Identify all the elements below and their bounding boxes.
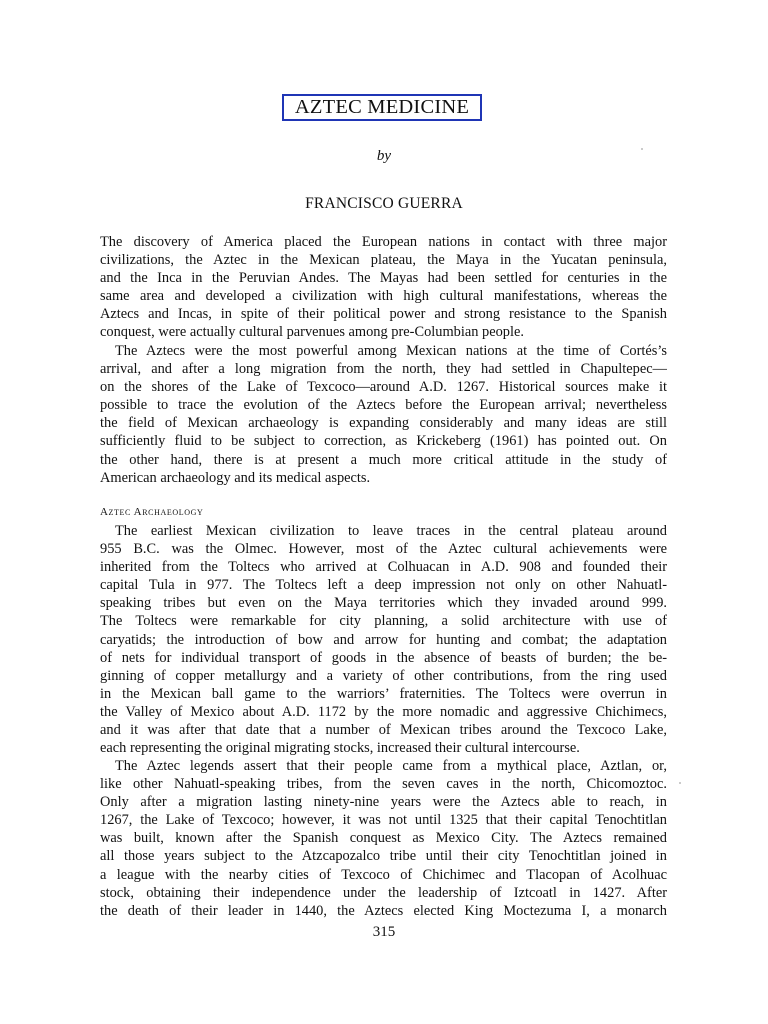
text-line: 955 B.C. was the Olmec. However, most of the Aztec cultural achievements were [100, 541, 667, 558]
scan-speck [641, 148, 643, 150]
text-line: the death of their leader in 1440, the Aztecs elected King Moctezuma I, a monarch [100, 902, 667, 919]
text-line: was built, known after the Spanish conquest as Mexico City. The Aztecs remained [100, 830, 667, 847]
text-line: stock, obtaining their independence under the leadership of Iztcoatl in 1427. After [100, 884, 667, 901]
text-line: The earliest Mexican civilization to leave traces in the central plateau around [115, 523, 667, 539]
scan-speck [679, 782, 681, 784]
text-line: The Aztec legends assert that their people came from a mythical place, Aztlan, or, [115, 758, 667, 774]
paragraph-3 [100, 522, 667, 757]
text-line: The Toltecs were remarkable for city planning, a solid architecture with use of [100, 613, 667, 630]
text-line: capital Tula in 977. The Toltecs left a deep impression not only on other Nahuatl- [100, 577, 667, 594]
text-line: civilizations, the Aztec in the Mexican plateau, the Maya in the Yucatan peninsula, [100, 252, 667, 269]
text-line: The discovery of America placed the European nations in contact with three major [100, 234, 667, 250]
text-line: sufficiently fluid to be subject to correction, as Krickeberg (1961) has pointed out. On [100, 433, 667, 450]
text-line: 1267, the Lake of Texcoco; however, it was not until 1325 that their capital Tenochtitlan [100, 812, 667, 829]
author-name: FRANCISCO GUERRA [305, 195, 463, 212]
text-line: the Valley of Mexico about A.D. 1172 by the more nomadic and aggressive Chichimecs, [100, 703, 667, 720]
paragraph-2 [100, 342, 667, 487]
byline: by [376, 148, 392, 164]
text-line: and it was after that date that a number of Mexican tribes around the Texcoco Lake, [100, 722, 667, 739]
article-title[interactable] [282, 94, 482, 121]
page-number: 315 [372, 924, 396, 940]
text-line: same area and developed a civilization with high cultural manifestations, whereas the [100, 288, 667, 305]
text-line: Aztecs and Incas, in spite of their political power and strong resistance to the Spanish [100, 306, 667, 323]
text-line: the field of Mexican archaeology is expanding considerably and many ideas are still [100, 415, 667, 432]
text-line: American archaeology and its medical aspects. [100, 469, 371, 486]
article-title-text: AZTEC MEDICINE [294, 96, 470, 118]
text-line: inherited from the Toltecs who arrived at Colhuacan in A.D. 908 and founded their [100, 559, 667, 576]
paragraph-1 [100, 233, 667, 342]
text-line: and the Inca in the Peruvian Andes. The Mayas had been settled for centuries in the [100, 270, 667, 287]
text-line: the other hand, there is at present a much more critical attitude in the study of [100, 451, 667, 468]
text-line: caryatids; the introduction of bow and arrow for hunting and combat; the adaptation [100, 631, 667, 648]
text-line: speaking tribes but even on the Maya territories which they invaded around 999. [100, 595, 667, 612]
text-line: a league with the nearby cities of Texcoco of Chichimec and Tlacopan of Acolhuac [100, 866, 667, 883]
text-line: of nets for individual transport of goods in the absence of beasts of burden; the be- [100, 649, 667, 666]
paragraph-4 [100, 757, 667, 920]
text-line: like other Nahuatl-speaking tribes, from the seven caves in the north, Chicomoztoc. [100, 776, 667, 793]
text-line: each representing the original migrating stocks, increased their cultural intercourse. [100, 740, 580, 757]
text-line: possible to trace the evolution of the Aztecs before the European arrival; nevertheless [100, 397, 667, 414]
text-line: all those years subject to the Atzcapozalco tribe until their city Tenochtitlan joined in [100, 848, 667, 865]
text-line: ginning of copper metallurgy and a variety of other contributions, from the ring used [100, 667, 667, 684]
text-line: arrival, and after a long migration from the north, they had settled in Chapultepec— [100, 361, 667, 378]
text-line: on the shores of the Lake of Texcoco—around A.D. 1267. Historical sources make it [100, 379, 667, 396]
text-line: conquest, were actually cultural parvenues among pre-Columbian people. [100, 324, 524, 341]
text-line: The Aztecs were the most powerful among Mexican nations at the time of Cortés’s [115, 343, 667, 359]
text-line: in the Mexican ball game to the warriors’ fraternities. The Toltecs were overrun in [100, 685, 667, 702]
text-line: Only after a migration lasting ninety-nine years were the Aztecs able to reach, in [100, 794, 667, 811]
section-heading: Aztec Archaeology [100, 506, 204, 518]
